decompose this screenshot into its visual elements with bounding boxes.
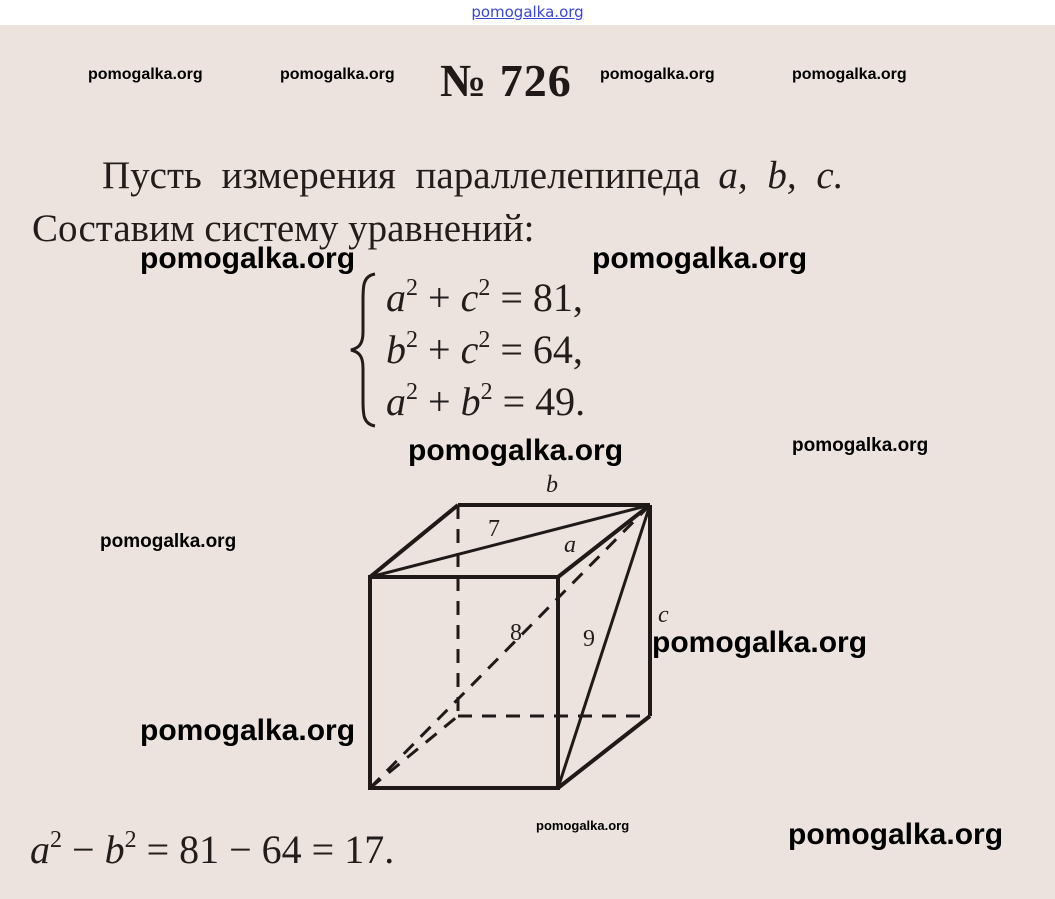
top-bar [0,0,1055,25]
intro-vars: a, b, c. [718,154,844,197]
equation-3: $a^2 + b^2 = 49$. [386,379,586,424]
eq1-var-c: c [460,275,479,320]
eq2-var-c: c [460,327,479,372]
watermark: pomogalka.org [652,626,868,659]
intro-text: Пусть измерения параллелепипеда [102,154,701,197]
watermark: pomogalka.org [792,435,929,456]
result-var-b: b [104,827,125,872]
problem-number: № 726 [440,55,572,106]
watermark: pomogalka.org [536,818,630,833]
front-face [370,577,558,788]
eq3-var-b: b [460,379,481,424]
eq3-var-a: a [386,379,406,424]
watermark: pomogalka.org [408,434,624,467]
watermark: pomogalka.org [140,714,356,747]
label-7: 7 [488,516,500,542]
watermark: pomogalka.org [140,242,356,275]
result-rhs: = 81 − 64 = 17. [146,827,395,872]
site-header-link[interactable]: pomogalka.org [471,3,584,21]
watermark: pomogalka.org [280,66,395,83]
eq2-var-b: b [386,327,406,372]
label-c: c [658,602,669,628]
hidden-diagonal-8 [370,505,650,788]
label-b: b [546,472,558,498]
watermark: pomogalka.org [792,66,907,83]
eq1-rhs: = 81, [500,275,583,320]
watermark: pomogalka.org [788,818,1004,851]
label-8: 8 [510,620,522,646]
hidden-left-edge [370,716,458,788]
eq1-var-a: a [386,275,406,320]
equation-2: $b^2 + c^2 = 64$, [386,327,583,372]
result-var-a: a [30,827,50,872]
eq2-rhs: = 64, [500,327,583,372]
watermark: pomogalka.org [88,66,203,83]
result-equation: $a^2 - b^2 = 81 - 64 = 17$. [30,827,395,872]
watermark: pomogalka.org [100,531,237,552]
watermark: pomogalka.org [600,66,715,83]
label-9: 9 [583,626,595,652]
watermark: pomogalka.org [592,242,808,275]
eq3-rhs: = 49. [502,379,586,424]
system-brace [345,270,381,430]
label-a: a [564,532,576,558]
parallelepiped-figure [330,470,700,810]
bottom-right-edge [558,716,650,788]
problem-intro [102,153,843,198]
equation-1: $a^2 + c^2 = 81$, [386,275,583,320]
system-intro: Составим систему уравнений: [32,207,535,250]
